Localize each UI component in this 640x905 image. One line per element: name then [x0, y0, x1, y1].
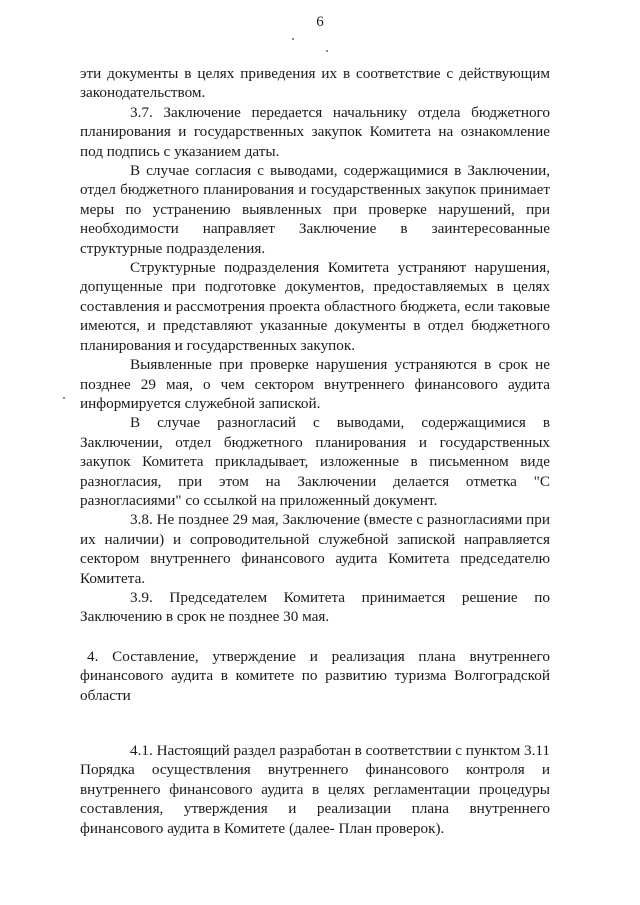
- paragraph-disagreements: В случае разногласий с выводами, содержащимися в Заключении, отдел бюджетного планирования и государственных закупок Комитета прикладывает, изложенные в письменном виде разногласия, при этом на Заключении делается отметка "С разногласиями" со ссылкой на приложенный документ.: [80, 414, 550, 509]
- page-number: 6: [316, 14, 324, 30]
- spacer: [80, 627, 550, 647]
- paragraph-3-8: 3.8. Не позднее 29 мая, Заключение (вместе с разногласиями при их наличии) и сопроводительной служебной запиской направляется сектором внутреннего финансового аудита Комитета председателю Комитета.: [80, 511, 550, 587]
- paragraph-violations-deadline: Выявленные при проверке нарушения устраняются в срок не позднее 29 мая, о чем сектором внутреннего финансового аудита информируется служебной запиской.: [80, 356, 550, 412]
- paragraph-continuation: эти документы в целях приведения их в соответствие с действующим законодательством.: [80, 65, 550, 102]
- scan-speck: [63, 397, 65, 399]
- paragraph-3-7: 3.7. Заключение передается начальнику отдела бюджетного планирования и государственных закупок Комитета на ознакомление под подпись с указанием даты.: [80, 103, 550, 160]
- document-body: [80, 64, 550, 838]
- scan-speck: [326, 50, 328, 52]
- section-4-title: 4. Составление, утверждение и реализация плана внутреннего финансового аудита в комитете по развитию туризма Волгоградской области: [80, 647, 550, 704]
- paragraph-3-9: 3.9. Председателем Комитета принимается решение по Заключению в срок не позднее 30 мая.: [80, 588, 550, 626]
- scan-speck: [292, 38, 294, 40]
- paragraph-4-1: 4.1. Настоящий раздел разработан в соответствии с пунктом 3.11 Порядка осуществления внутреннего финансового контроля и внутреннего финансового аудита в целях регламентации процедуры составления, утверждения и реализации плана внутреннего финансового аудита в Комитете (далее- План проверок).: [80, 742, 550, 837]
- paragraph-structural-units: Структурные подразделения Комитета устраняют нарушения, допущенные при подготовке документов, предоставляемых в целях составления и рассмотрения проекта областного бюджета, если таковые имеются, и представляют указанные документы в отдел бюджетного планирования и государственных закупок.: [80, 259, 550, 354]
- paragraph-agreement: В случае согласия с выводами, содержащимися в Заключении, отдел бюджетного планирования и государственных закупок принимает меры по устранению выявленных при проверке нарушений, при необходимости направляет Заключение в заинтересованные структурные подразделения.: [80, 162, 550, 257]
- spacer: [80, 705, 550, 741]
